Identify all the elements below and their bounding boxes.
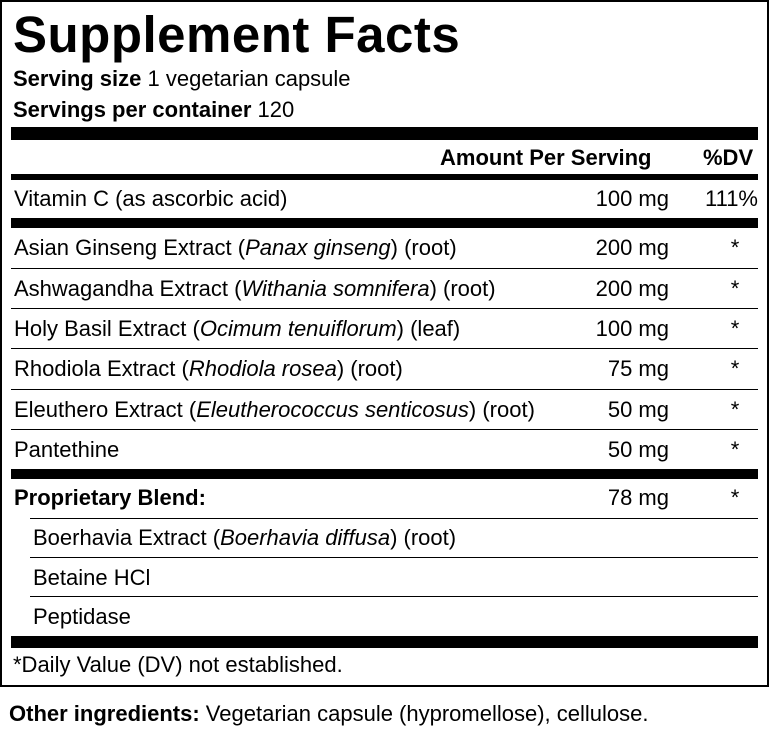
- row-divider: [30, 557, 758, 558]
- panel-title: Supplement Facts: [13, 6, 461, 63]
- vitamin-name: Vitamin C (as ascorbic acid): [14, 186, 288, 211]
- row-divider: [11, 348, 758, 349]
- ingredient-amount: 200 mg: [595, 235, 669, 260]
- servings-per-container-value: 120: [257, 97, 295, 122]
- row-divider: [11, 429, 758, 430]
- blend-name: Proprietary Blend:: [14, 485, 206, 510]
- ingredient-dv: *: [730, 397, 740, 422]
- ingredient-row: [11, 391, 758, 429]
- ingredient-part: ) (root): [390, 235, 457, 260]
- ingredient-row: [11, 310, 758, 348]
- ingredient-dv: *: [730, 316, 740, 341]
- servings-per-container-label: Servings per container: [13, 97, 252, 122]
- ingredient-amount: 50 mg: [607, 397, 669, 422]
- ingredient-name: Eleuthero Extract (: [14, 397, 197, 422]
- vitamin-dv: 111%: [704, 186, 758, 211]
- serving-size-label: Serving size: [13, 66, 142, 91]
- blend-item-row: [11, 559, 758, 597]
- thick-divider: [11, 469, 758, 479]
- dv-header: %DV: [703, 145, 754, 170]
- blend-amount: 78 mg: [607, 485, 669, 510]
- ingredient-part: ) (root): [336, 356, 403, 381]
- ingredient-row: [11, 431, 758, 469]
- ingredient-latin-name: Eleutherococcus senticosus: [196, 397, 469, 422]
- ingredient-dv: *: [730, 276, 740, 301]
- row-divider: [11, 308, 758, 309]
- row-divider: [30, 596, 758, 597]
- blend-row: [11, 479, 758, 517]
- ingredient-name: Pantethine: [14, 437, 120, 462]
- ingredient-amount: 200 mg: [595, 276, 669, 301]
- ingredient-name: Ashwagandha Extract (: [14, 276, 242, 301]
- blend-item-row: [11, 519, 758, 557]
- amount-header: Amount Per Serving: [440, 145, 652, 170]
- ingredient-latin-name: Withania somnifera: [241, 276, 430, 301]
- ingredient-row: [11, 350, 758, 388]
- other-ingredients-label: Other ingredients:: [9, 701, 200, 726]
- ingredient-latin-name: Rhodiola rosea: [188, 356, 337, 381]
- servings-per-container: [13, 97, 294, 123]
- vitamin-amount: 100 mg: [595, 186, 669, 211]
- ingredient-dv: *: [730, 356, 740, 381]
- ingredient-name: Holy Basil Extract (: [14, 316, 200, 341]
- blend-item-name: Betaine HCl: [33, 565, 151, 590]
- ingredient-latin-name: Ocimum tenuiflorum: [199, 316, 397, 341]
- ingredient-dv: *: [730, 437, 740, 462]
- serving-size: [13, 66, 351, 92]
- blend-item-name: Boerhavia Extract (: [33, 525, 221, 550]
- ingredient-part: ) (root): [429, 276, 496, 301]
- serving-size-value: 1 vegetarian capsule: [147, 66, 351, 91]
- row-divider: [11, 389, 758, 390]
- ingredient-amount: 100 mg: [595, 316, 669, 341]
- row-divider: [11, 268, 758, 269]
- ingredient-latin-name: Panax ginseng: [245, 235, 391, 260]
- thick-divider: [11, 218, 758, 228]
- blend-item-part: ) (root): [390, 525, 457, 550]
- thick-divider: [11, 636, 758, 648]
- blend-dv: *: [730, 485, 740, 510]
- ingredient-part: ) (root): [468, 397, 535, 422]
- ingredient-amount: 75 mg: [607, 356, 669, 381]
- dv-footnote: *Daily Value (DV) not established.: [13, 652, 343, 677]
- ingredient-part: ) (leaf): [396, 316, 461, 341]
- other-ingredients: [9, 699, 649, 729]
- ingredient-amount: 50 mg: [607, 437, 669, 462]
- ingredient-row: [11, 270, 758, 308]
- blend-item-latin-name: Boerhavia diffusa: [220, 525, 391, 550]
- other-ingredients-value: Vegetarian capsule (hypromellose), cellulose.: [199, 701, 649, 726]
- blend-item-name: Peptidase: [33, 604, 131, 629]
- blend-item-row: [11, 598, 758, 636]
- ingredient-row: [11, 229, 758, 267]
- ingredient-name: Asian Ginseng Extract (: [14, 235, 246, 260]
- ingredient-name: Rhodiola Extract (: [14, 356, 189, 381]
- ingredient-dv: *: [730, 235, 740, 260]
- vitamin-row: [11, 180, 758, 218]
- thick-divider: [11, 127, 758, 140]
